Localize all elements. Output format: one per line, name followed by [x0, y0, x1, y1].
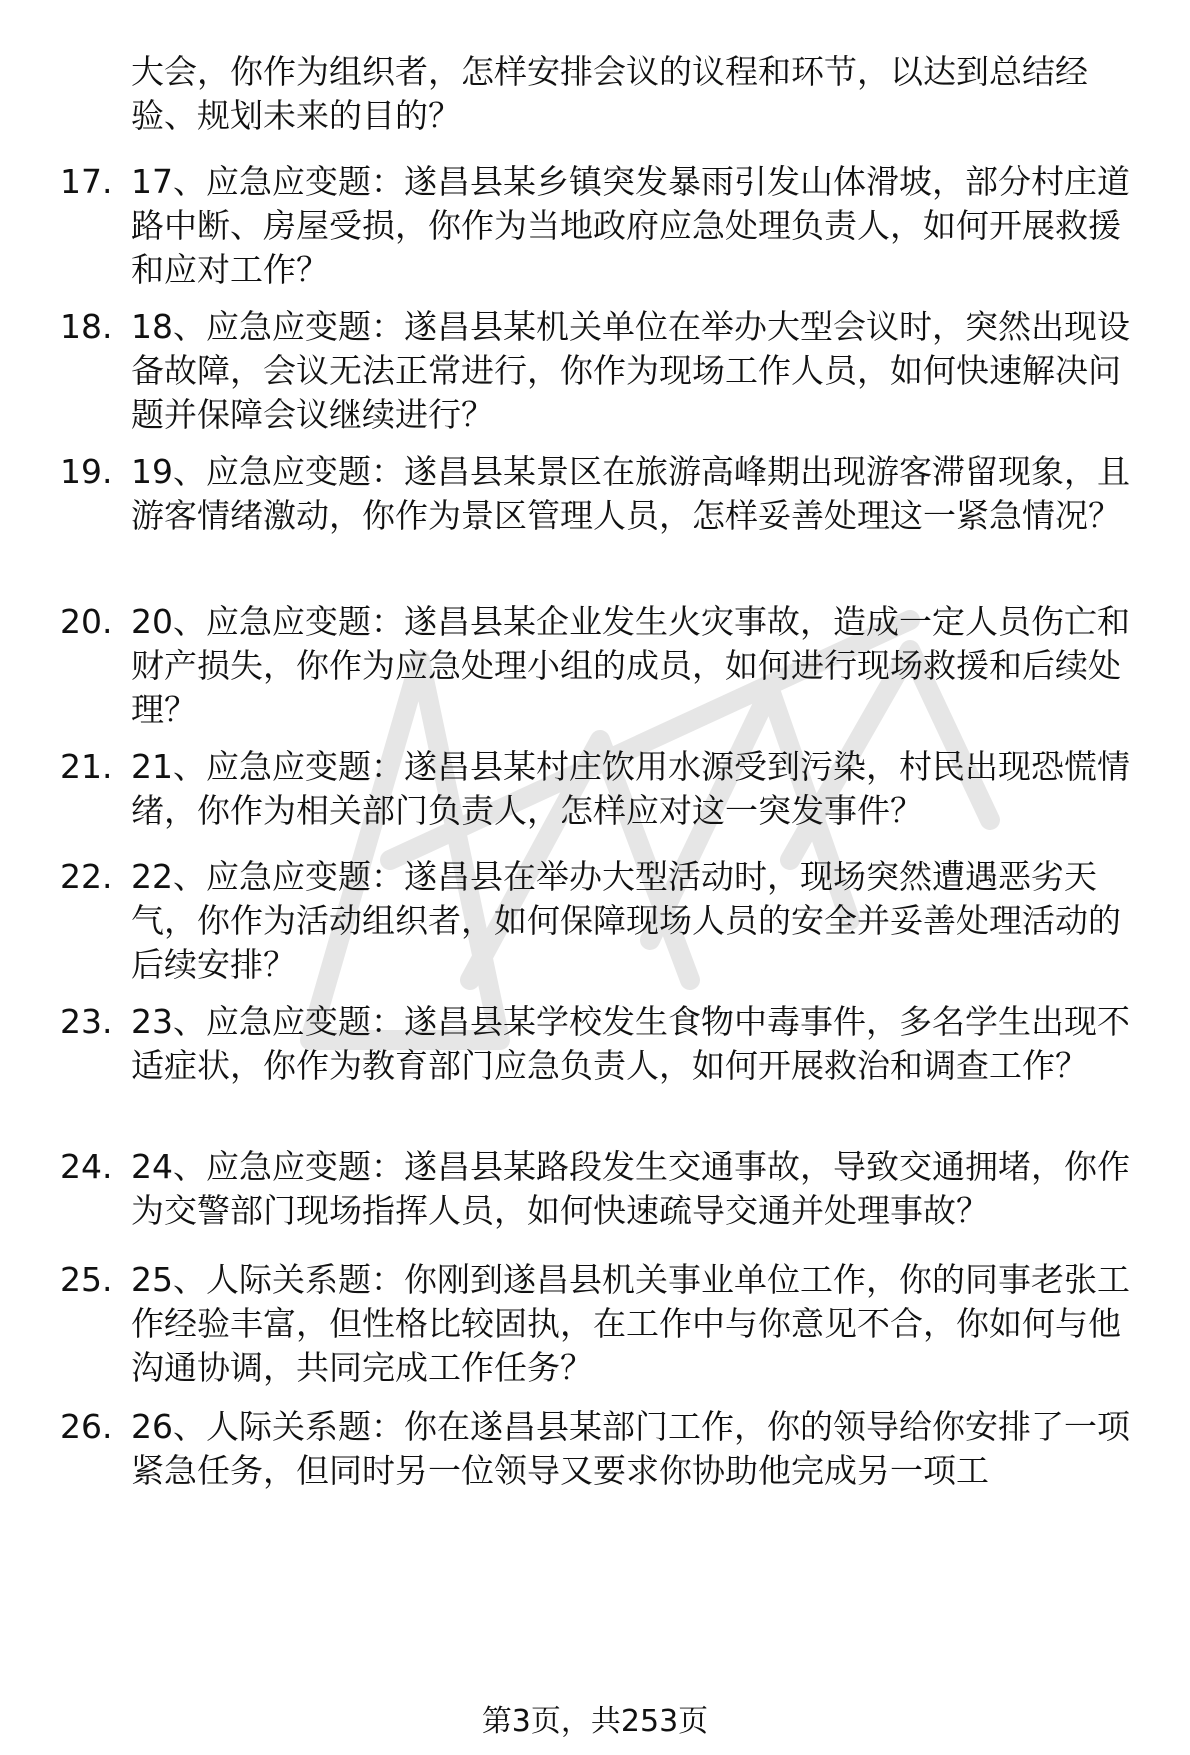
item-text: 25、人际关系题：你刚到遂昌县机关事业单位工作，你的同事老张工作经验丰富，但性格比较固执，在工作中与你意见不合，你如何与他沟通协调，共同完成工作任务？ [131, 1260, 1130, 1387]
item-text: 24、应急应变题：遂昌县某路段发生交通事故，导致交通拥堵，你作为交警部门现场指挥人员，如何快速疏导交通并处理事故？ [131, 1147, 1130, 1230]
page-footer: 第3页，共253页 [481, 1704, 709, 1739]
item-number: 26. [60, 1407, 113, 1446]
item-number: 19. [60, 452, 113, 491]
item-number: 17. [60, 162, 113, 201]
item-number: 23. [60, 1002, 113, 1041]
item-text: 21、应急应变题：遂昌县某村庄饮用水源受到污染，村民出现恐慌情绪，你作为相关部门负责人，怎样应对这一突发事件？ [131, 747, 1130, 830]
continuation-paragraph: 大会，你作为组织者，怎样安排会议的议程和环节，以达到总结经验、规划未来的目的？ [131, 52, 1088, 135]
item-text: 17、应急应变题：遂昌县某乡镇突发暴雨引发山体滑坡，部分村庄道路中断、房屋受损，你作为当地政府应急处理负责人，如何开展救援和应对工作？ [131, 162, 1130, 289]
item-number: 24. [60, 1147, 113, 1186]
item-text: 23、应急应变题：遂昌县某学校发生食物中毒事件，多名学生出现不适症状，你作为教育部门应急负责人，如何开展救治和调查工作？ [131, 1002, 1130, 1085]
item-number: 25. [60, 1260, 113, 1299]
item-number: 18. [60, 307, 113, 346]
item-text: 20、应急应变题：遂昌县某企业发生火灾事故，造成一定人员伤亡和财产损失，你作为应急处理小组的成员，如何进行现场救援和后续处理？ [131, 602, 1130, 729]
item-text: 19、应急应变题：遂昌县某景区在旅游高峰期出现游客滞留现象，且游客情绪激动，你作为景区管理人员，怎样妥善处理这一紧急情况？ [131, 452, 1130, 535]
item-number: 21. [60, 747, 113, 786]
item-text: 22、应急应变题：遂昌县在举办大型活动时，现场突然遭遇恶劣天气，你作为活动组织者，如何保障现场人员的安全并妥善处理活动的后续安排？ [131, 857, 1121, 984]
item-text: 26、人际关系题：你在遂昌县某部门工作，你的领导给你安排了一项紧急任务，但同时另一位领导又要求你协助他完成另一项工 [131, 1407, 1130, 1490]
item-number: 20. [60, 602, 113, 641]
item-text: 18、应急应变题：遂昌县某机关单位在举办大型会议时，突然出现设备故障，会议无法正常进行，你作为现场工作人员，如何快速解决问题并保障会议继续进行？ [131, 307, 1130, 434]
item-number: 22. [60, 857, 113, 896]
